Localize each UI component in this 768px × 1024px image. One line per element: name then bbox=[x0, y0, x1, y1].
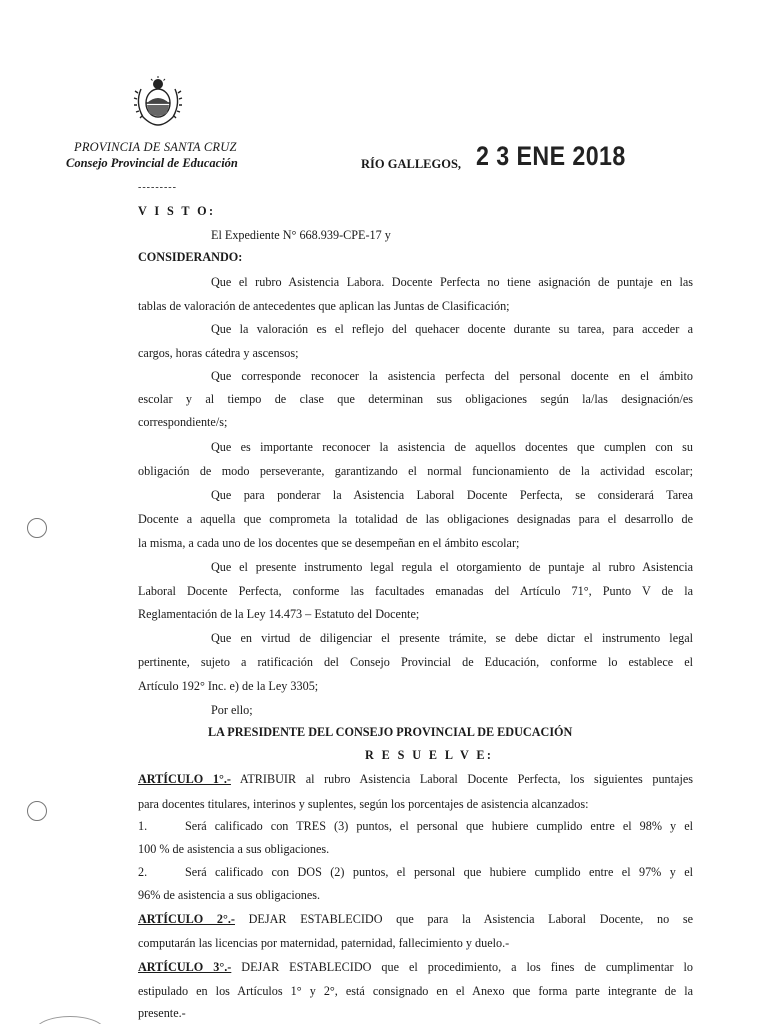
considerando-line: Que en virtud de diligenciar el presente trámite, se debe dictar el instrumento legal bbox=[211, 631, 693, 645]
item-2-text: Será calificado con DOS (2) puntos, el personal que hubiere cumplido entre el 97% y el bbox=[185, 865, 693, 879]
article-3-text: DEJAR ESTABLECIDO que el procedimiento, a los fines de cumplimentar lo bbox=[231, 960, 693, 974]
article-2-line bbox=[138, 913, 693, 925]
item-1-text: Será calificado con TRES (3) puntos, el personal que hubiere cumplido entre el 98% y el bbox=[185, 819, 693, 833]
visto-text: El Expediente N° 668.939-CPE-17 y bbox=[211, 228, 391, 242]
item-2-number: 2. bbox=[138, 865, 148, 879]
item-1-number: 1. bbox=[138, 819, 148, 833]
considerando-line: correspondiente/s; bbox=[138, 415, 228, 429]
considerando-line: la misma, a cada uno de los docentes que se desempeñan en el ámbito escolar; bbox=[138, 536, 520, 550]
article-2-text: DEJAR ESTABLECIDO que para la Asistencia Laboral Docente, no se bbox=[234, 912, 693, 926]
visto-heading: V I S T O: bbox=[138, 204, 216, 218]
hole-punch bbox=[27, 518, 47, 538]
province-name: PROVINCIA DE SANTA CRUZ bbox=[74, 140, 237, 154]
considerando-line: Por ello; bbox=[211, 703, 253, 717]
article-3-line: presente.- bbox=[138, 1006, 186, 1020]
authority-heading: LA PRESIDENTE DEL CONSEJO PROVINCIAL DE EDUCACIÓN bbox=[208, 725, 573, 739]
considerando-line: Docente a aquella que comprometa la totalidad de las obligaciones designadas para el desarrollo de bbox=[138, 512, 693, 526]
considerando-line: Que corresponde reconocer la asistencia perfecta del personal docente en el ámbito bbox=[211, 369, 693, 383]
article-2-line: computarán las licencias por maternidad, paternidad, fallecimiento y duelo.- bbox=[138, 936, 510, 950]
considerando-line: Artículo 192° Inc. e) de la Ley 3305; bbox=[138, 679, 319, 693]
council-name: Consejo Provincial de Educación bbox=[66, 156, 238, 170]
considerando-line: Que para ponderar la Asistencia Laboral Docente Perfecta, se considerará Tarea bbox=[211, 488, 693, 502]
hole-punch bbox=[27, 801, 47, 821]
item-1-text: 100 % de asistencia a sus obligaciones. bbox=[138, 842, 330, 856]
city-label: RÍO GALLEGOS, bbox=[361, 157, 462, 171]
considerando-line: escolar y al tiempo de clase que determinan sus obligaciones según la/las designación/es bbox=[138, 392, 693, 406]
article-1-text: ATRIBUIR al rubro Asistencia Laboral Docente Perfecta, los siguientes puntajes bbox=[230, 772, 693, 786]
considerando-line: Que el presente instrumento legal regula el otorgamiento de puntaje al rubro Asistencia bbox=[211, 560, 693, 574]
considerando-line: Que el rubro Asistencia Labora. Docente Perfecta no tiene asignación de puntaje en las bbox=[211, 275, 693, 289]
stamp-edge bbox=[34, 1016, 106, 1024]
provincial-seal-icon bbox=[131, 75, 185, 127]
article-1-line bbox=[138, 773, 693, 785]
date-stamp: 2 3 ENE 2018 bbox=[476, 141, 626, 171]
article-1-line: para docentes titulares, interinos y suplentes, según los porcentajes de asistencia alcanzados: bbox=[138, 797, 589, 811]
considerando-line: cargos, horas cátedra y ascensos; bbox=[138, 346, 299, 360]
considerando-line: tablas de valoración de antecedentes que aplican las Juntas de Clasificación; bbox=[138, 299, 510, 313]
considerando-line: Laboral Docente Perfecta, conforme las facultades emanadas del Artículo 71°, Punto V de la bbox=[138, 584, 693, 598]
considerando-line: obligación de modo perseverante, garantizando el normal funcionamiento de la actividad escolar; bbox=[138, 464, 693, 478]
considerando-line: Reglamentación de la Ley 14.473 – Estatuto del Docente; bbox=[138, 607, 420, 621]
article-1-label: ARTÍCULO 1°.- bbox=[138, 772, 231, 786]
article-2-label: ARTÍCULO 2°.- bbox=[138, 912, 235, 926]
considerando-line: Que es importante reconocer la asistencia de aquellos docentes que cumplen con su bbox=[211, 440, 693, 454]
article-3-line bbox=[138, 961, 693, 973]
article-3-label: ARTÍCULO 3°.- bbox=[138, 960, 232, 974]
considerando-line: Que la valoración es el reflejo del quehacer docente durante su tarea, para acceder a bbox=[211, 322, 693, 336]
article-3-line: estipulado en los Artículos 1° y 2°, está consignado en el Anexo que forma parte integrante de la bbox=[138, 984, 693, 998]
considerando-line: pertinente, sujeto a ratificación del Consejo Provincial de Educación, conforme lo establece el bbox=[138, 655, 693, 669]
item-2-text: 96% de asistencia a sus obligaciones. bbox=[138, 888, 321, 902]
resuelve-heading: R E S U E L V E: bbox=[365, 748, 494, 762]
considerando-heading: CONSIDERANDO: bbox=[138, 250, 243, 264]
header-separator: --------- bbox=[138, 182, 177, 193]
